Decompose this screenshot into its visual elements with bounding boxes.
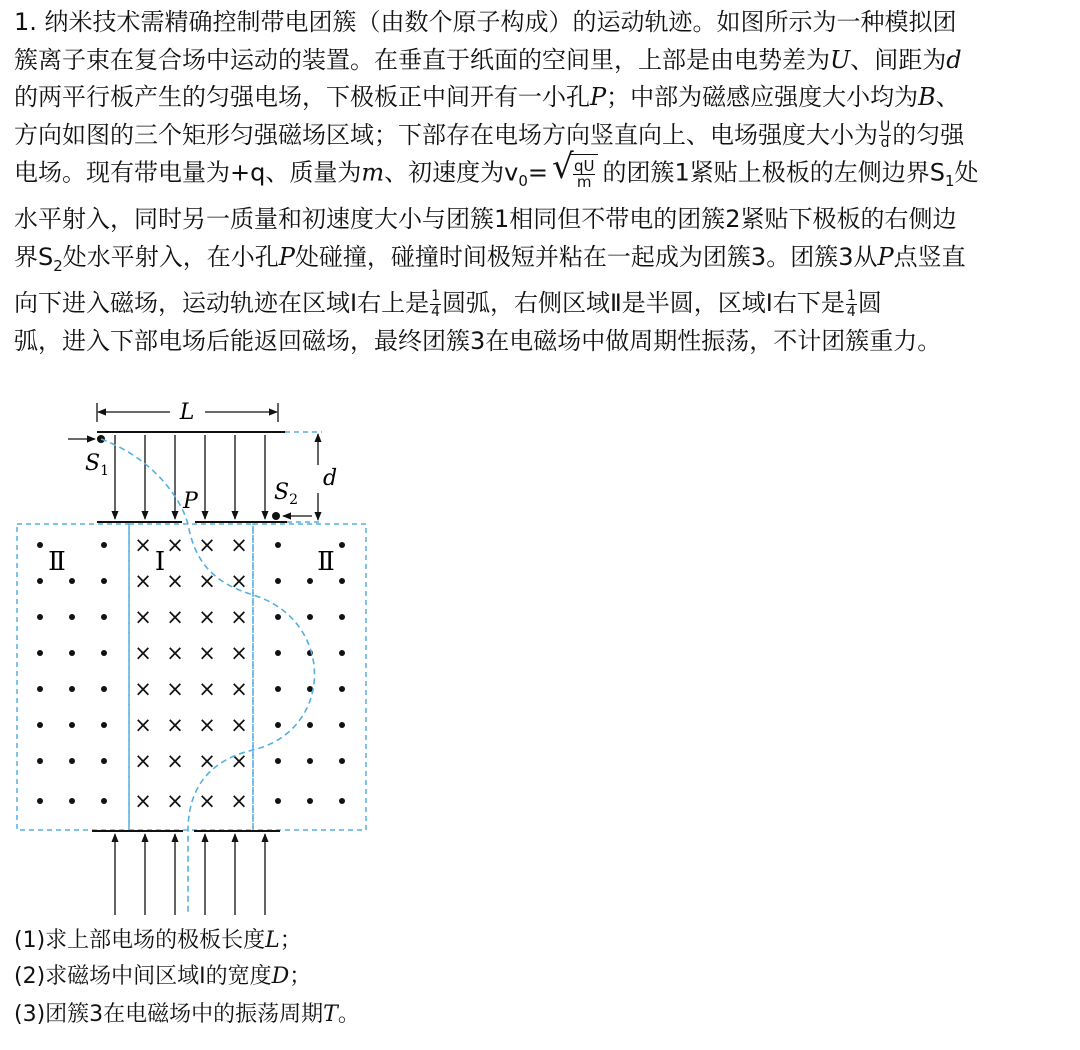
field-dot-out-of-page <box>37 578 43 584</box>
field-cross-into-page: × <box>166 713 184 737</box>
field-dot-out-of-page <box>339 650 345 656</box>
field-cross-into-page: × <box>230 533 248 557</box>
field-dot-out-of-page <box>101 722 107 728</box>
problem-line-4: 方向如图的三个矩形匀强磁场区域；下部存在电场方向竖直向上、电场强度大小为 $\frac{U}{d}$ 的匀强 <box>14 119 965 152</box>
field-dot-out-of-page <box>101 650 107 656</box>
field-cross-into-page: × <box>166 789 184 813</box>
field-dot-out-of-page <box>275 798 281 804</box>
field-dot-out-of-page <box>275 614 281 620</box>
field-cross-into-page: × <box>166 605 184 629</box>
field-dot-out-of-page <box>37 542 43 548</box>
field-dot-out-of-page <box>307 578 313 584</box>
problem-line-6: 水平射入，同时另一质量和初速度大小与团簇1相同但不带电的团簇2紧贴下极板的右侧边 <box>14 205 957 234</box>
field-dot-out-of-page <box>275 578 281 584</box>
field-cross-into-page: × <box>230 749 248 773</box>
question-3: (3)团簇3在电磁场中的振荡周期T。 <box>14 1002 360 1027</box>
problem-line-1: 1. 纳米技术需精确控制带电团簇（由数个原子构成）的运动轨迹。如图所示为一种模拟团 <box>14 8 957 36</box>
label-L: L <box>179 400 195 425</box>
field-cross-into-page: × <box>230 641 248 665</box>
field-dot-out-of-page <box>275 722 281 728</box>
field-dot-out-of-page <box>69 798 75 804</box>
field-dot-out-of-page <box>339 798 345 804</box>
field-cross-into-page: × <box>166 533 184 557</box>
field-dot-out-of-page <box>101 614 107 620</box>
field-crosses-middle <box>134 533 248 813</box>
field-dot-out-of-page <box>339 722 345 728</box>
problem-line-9: 弧，进入下部电场后能返回磁场，最终团簇3在电磁场中做周期性振荡，不计团簇重力。 <box>14 326 942 355</box>
magnetic-region-left <box>17 524 129 830</box>
field-dot-out-of-page <box>339 686 345 692</box>
fraction-one-quarter-2: $\frac{1}{4}$ <box>846 287 856 320</box>
label-d: d <box>323 466 338 491</box>
label-S1: $S_1$ <box>85 451 109 479</box>
label-region-II-left: Ⅱ <box>48 547 66 577</box>
field-dot-out-of-page <box>37 722 43 728</box>
field-dot-out-of-page <box>69 578 75 584</box>
field-dot-out-of-page <box>101 578 107 584</box>
fraction-U-over-d: $\frac{U}{d}$ <box>880 119 891 152</box>
problem-line-8: 向下进入磁场，运动轨迹在区域Ⅰ右上是 $\frac{1}{4}$ 圆弧，右侧区域Ⅱ是半圆，区域Ⅰ右下是 $\frac{1}{4}$ 圆 <box>14 287 882 320</box>
fraction-one-quarter: $\frac{1}{4}$ <box>431 287 440 320</box>
field-dot-out-of-page <box>69 650 75 656</box>
field-cross-into-page: × <box>198 713 216 737</box>
field-dot-out-of-page <box>307 758 313 764</box>
apparatus-diagram <box>0 395 380 920</box>
magnetic-region-right <box>253 524 366 830</box>
field-dot-out-of-page <box>69 722 75 728</box>
sqrt-qU-over-m: √ $\frac{qU}{m}$ <box>552 154 599 193</box>
field-dot-out-of-page <box>69 614 75 620</box>
field-cross-into-page: × <box>230 789 248 813</box>
field-cross-into-page: × <box>134 569 152 593</box>
field-cross-into-page: × <box>198 641 216 665</box>
radical-sign-icon: √ <box>551 147 574 188</box>
field-dot-out-of-page <box>307 722 313 728</box>
var-d: d <box>946 45 962 74</box>
var-m: m <box>361 158 385 187</box>
field-cross-into-page: × <box>166 641 184 665</box>
field-dot-out-of-page <box>339 542 345 548</box>
field-dot-out-of-page <box>275 758 281 764</box>
question-2: (2)求磁场中间区域Ⅰ的宽度D； <box>14 964 312 989</box>
problem-line-2: 簇离子束在复合场中运动的装置。在垂直于纸面的空间里，上部是由电势差为U、间距为d <box>14 45 962 74</box>
field-dot-out-of-page <box>69 686 75 692</box>
problem-line-7: 界$S_2$处水平射入，在小孔P处碰撞，碰撞时间极短并粘在一起成为团簇3。团簇3从P点竖直 <box>14 242 966 275</box>
field-cross-into-page: × <box>134 533 152 557</box>
field-dot-out-of-page <box>339 614 345 620</box>
field-cross-into-page: × <box>134 789 152 813</box>
field-dot-out-of-page <box>339 758 345 764</box>
field-dot-out-of-page <box>37 650 43 656</box>
field-cross-into-page: × <box>230 569 248 593</box>
field-cross-into-page: × <box>198 677 216 701</box>
field-dot-out-of-page <box>37 686 43 692</box>
field-cross-into-page: × <box>198 533 216 557</box>
field-cross-into-page: × <box>134 605 152 629</box>
field-cross-into-page: × <box>134 749 152 773</box>
field-dot-out-of-page <box>101 758 107 764</box>
field-dot-out-of-page <box>307 798 313 804</box>
field-dots-right <box>275 542 345 804</box>
field-cross-into-page: × <box>134 641 152 665</box>
field-dot-out-of-page <box>339 578 345 584</box>
field-cross-into-page: × <box>198 749 216 773</box>
field-cross-into-page: × <box>230 605 248 629</box>
label-region-I: Ⅰ <box>154 547 166 577</box>
field-dot-out-of-page <box>275 650 281 656</box>
field-dot-out-of-page <box>101 542 107 548</box>
field-dots-left <box>37 542 107 804</box>
field-cross-into-page: × <box>166 569 184 593</box>
label-region-II-right: Ⅱ <box>317 547 335 577</box>
cluster-2-dot <box>272 512 280 520</box>
field-dot-out-of-page <box>307 614 313 620</box>
problem-statement <box>14 4 1066 360</box>
field-cross-into-page: × <box>230 677 248 701</box>
problem-line-3: 的两平行板产生的匀强电场，下极板正中间开有一小孔P；中部为磁感应强度大小均为B、 <box>14 83 960 112</box>
label-P: P <box>183 489 198 514</box>
field-cross-into-page: × <box>198 605 216 629</box>
field-dot-out-of-page <box>275 686 281 692</box>
var-U: U <box>830 45 851 74</box>
field-cross-into-page: × <box>134 677 152 701</box>
field-cross-into-page: × <box>230 713 248 737</box>
field-cross-into-page: × <box>198 569 216 593</box>
field-dot-out-of-page <box>101 686 107 692</box>
field-cross-into-page: × <box>134 713 152 737</box>
field-dot-out-of-page <box>101 798 107 804</box>
field-dot-out-of-page <box>37 758 43 764</box>
field-cross-into-page: × <box>166 677 184 701</box>
label-S2: $S_2$ <box>274 480 298 508</box>
field-cross-into-page: × <box>166 749 184 773</box>
field-dot-out-of-page <box>37 798 43 804</box>
problem-line-5: 电场。现有带电量为+q、质量为m、初速度为$v_0=$ √ $\frac{qU}{m}$ 的团簇1紧贴上极板的左侧边界$S_1$处 <box>14 154 1066 201</box>
field-dot-out-of-page <box>275 542 281 548</box>
field-cross-into-page: × <box>198 789 216 813</box>
question-1: (1)求上部电场的极板长度L； <box>14 928 302 953</box>
field-dot-out-of-page <box>69 758 75 764</box>
var-B: B <box>918 83 936 112</box>
field-dot-out-of-page <box>37 614 43 620</box>
var-P: P <box>590 83 607 112</box>
